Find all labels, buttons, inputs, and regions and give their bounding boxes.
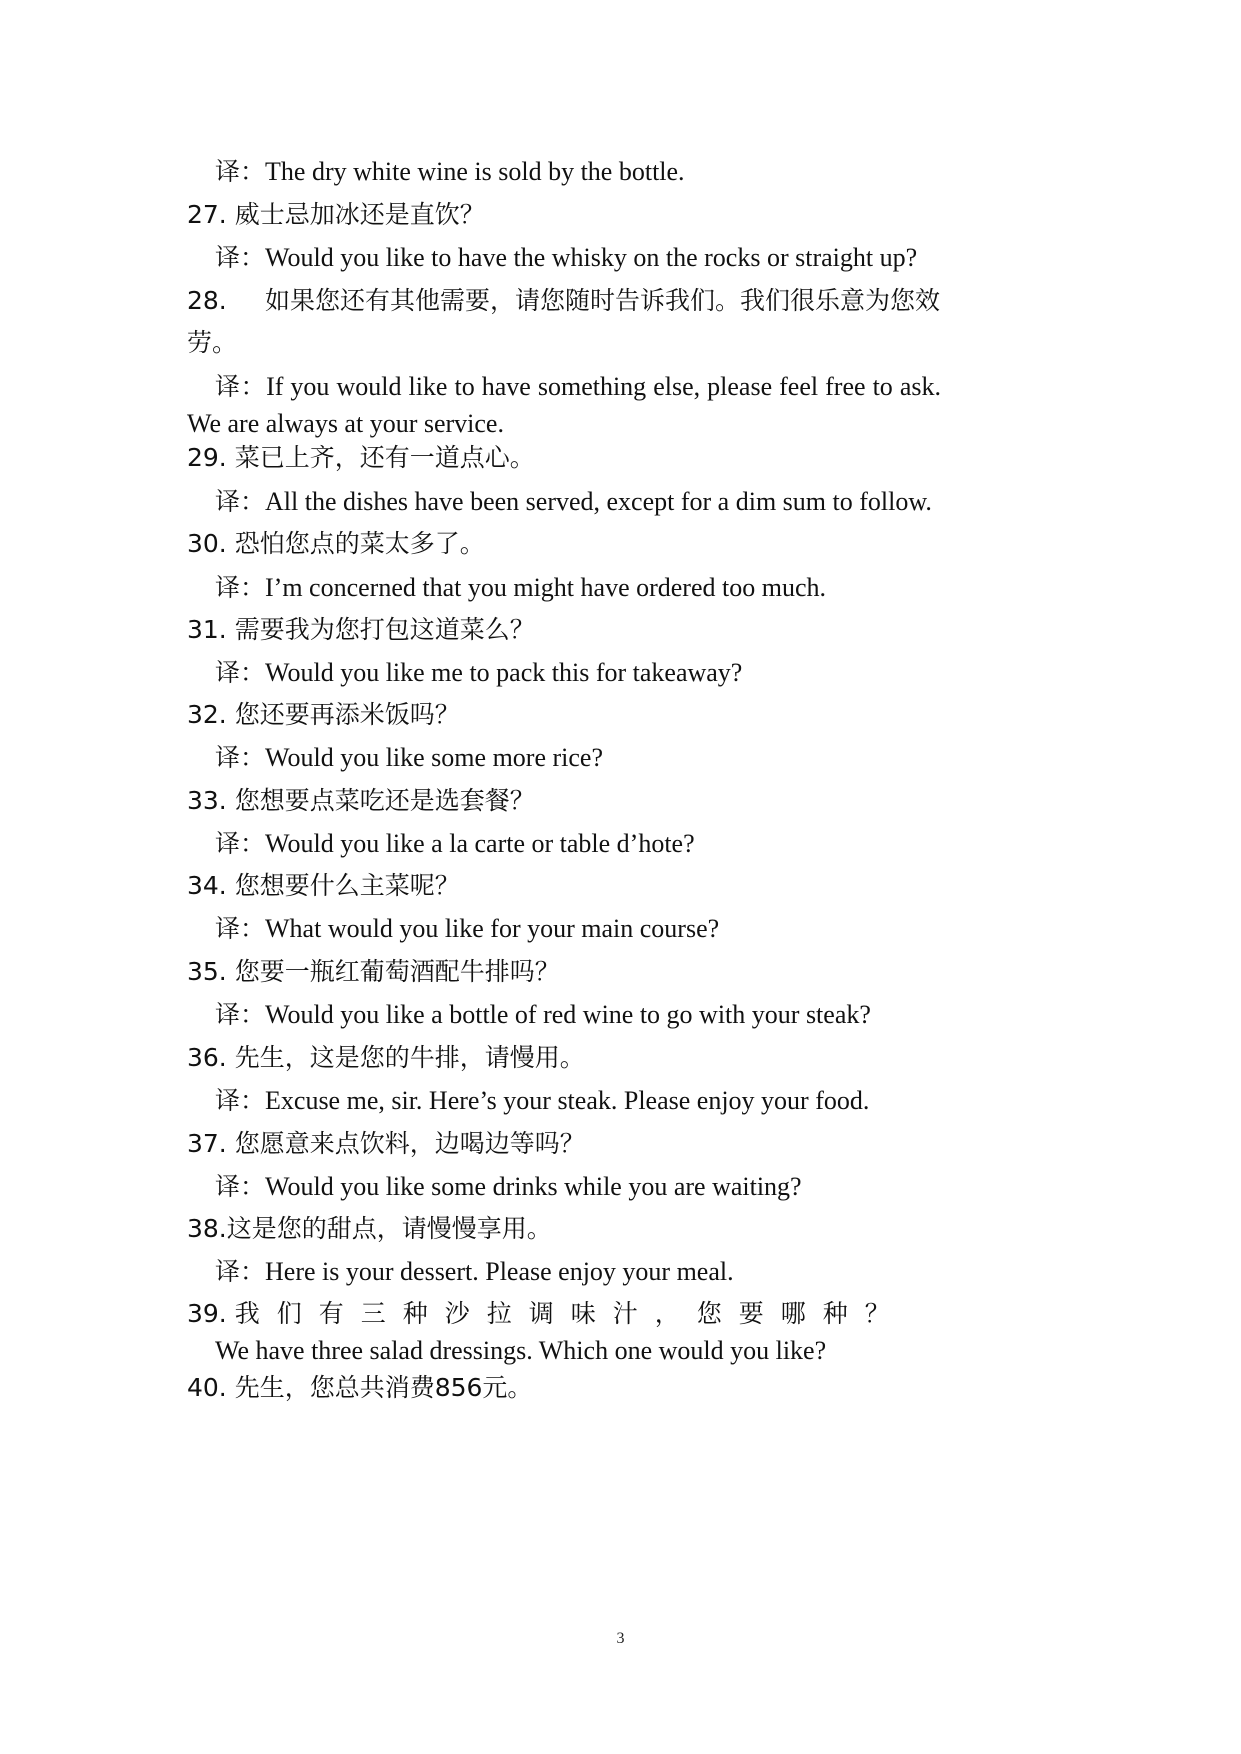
translation-label: 译：: [215, 243, 266, 272]
translation-line: [215, 912, 719, 946]
question-37: [187, 1127, 585, 1161]
question-28: [187, 284, 940, 318]
translation-line: [215, 241, 917, 275]
question-35: [187, 955, 560, 989]
translation-text: Here is your dessert. Please enjoy your meal.: [265, 1257, 734, 1286]
translation-line: [215, 155, 685, 189]
chinese-text: 您想要点菜吃还是选套餐？: [234, 786, 535, 815]
chinese-text: 您想要什么主菜呢？: [234, 871, 460, 900]
item-number: 37.: [187, 1129, 227, 1158]
translation-text: Would you like a la carte or table d’hote?: [265, 829, 695, 858]
question-34: [187, 869, 460, 903]
item-number: 32.: [187, 700, 227, 729]
translation-text: I’m concerned that you might have ordered too much.: [265, 573, 826, 602]
translation-line: [215, 370, 941, 404]
translation-text: All the dishes have been served, except for a dim sum to follow.: [265, 487, 932, 516]
translation-label: 译：: [215, 573, 266, 602]
translation-text: We are always at your service.: [187, 409, 504, 438]
question-27: [187, 198, 485, 232]
translation-line: [215, 656, 742, 690]
translation-text: The dry white wine is sold by the bottle.: [265, 157, 685, 186]
chinese-text: 恐怕您点的菜太多了。: [234, 529, 485, 558]
item-number: 34.: [187, 871, 227, 900]
chinese-text: 我们有三种沙拉调味汁，您要哪种？: [234, 1299, 907, 1328]
page-number: 3: [616, 1630, 625, 1647]
question-39: [187, 1297, 907, 1331]
translation-label: 译：: [215, 829, 266, 858]
translation-text: Would you like a bottle of red wine to go with your steak?: [265, 1000, 871, 1029]
translation-text: Would you like to have the whisky on the rocks or straight up?: [265, 243, 918, 272]
chinese-text: 这是您的甜点，请慢慢享用。: [226, 1214, 552, 1243]
question-38: [187, 1212, 552, 1246]
question-32: [187, 698, 460, 732]
item-number: 27.: [187, 200, 227, 229]
translation-label: 译：: [215, 1172, 266, 1201]
item-number: 31.: [187, 615, 227, 644]
translation-label: 译：: [215, 743, 266, 772]
translation-label: 译：: [215, 914, 266, 943]
chinese-text: 先生，您总共消费856元。: [234, 1373, 533, 1402]
question-33: [187, 784, 535, 818]
translation-line: [215, 1170, 802, 1204]
chinese-text: 先生，这是您的牛排，请慢用。: [234, 1043, 585, 1072]
translation-label: 译：: [215, 658, 266, 687]
translation-line: [215, 1255, 734, 1289]
translation-label: 译：: [215, 1000, 266, 1029]
translation-line: [215, 485, 932, 519]
translation-label: 译：: [215, 487, 266, 516]
question-40: [187, 1371, 532, 1405]
translation-line: [215, 571, 826, 605]
question-29: [187, 441, 535, 475]
translation-text: What would you like for your main course?: [265, 914, 720, 943]
chinese-text: 您要一瓶红葡萄酒配牛排吗？: [234, 957, 560, 986]
item-number: 28.: [187, 286, 227, 315]
item-number: 29.: [187, 443, 227, 472]
translation-label: 译：: [215, 157, 266, 186]
chinese-text: 您还要再添米饭吗？: [234, 700, 460, 729]
translation-line: [215, 1084, 869, 1118]
translation-label: 译：: [215, 1086, 266, 1115]
item-number: 38.: [187, 1214, 227, 1243]
translation-text: Would you like me to pack this for takeaway?: [265, 658, 743, 687]
item-number: 33.: [187, 786, 227, 815]
translation-line: [215, 741, 603, 775]
question-28-continued: [187, 326, 237, 360]
item-number: 35.: [187, 957, 227, 986]
translation-line: [215, 998, 871, 1032]
translation-line: [215, 1334, 826, 1368]
translation-text: Would you like some drinks while you are waiting?: [265, 1172, 802, 1201]
translation-text: If you would like to have something else, please feel free to ask.: [266, 372, 941, 401]
translation-line-continued: [187, 407, 504, 441]
chinese-text: 需要我为您打包这道菜么？: [234, 615, 535, 644]
chinese-text: 您愿意来点饮料，边喝边等吗？: [234, 1129, 585, 1158]
question-30: [187, 527, 485, 561]
item-number: 36.: [187, 1043, 227, 1072]
translation-line: [215, 827, 695, 861]
translation-text: Excuse me, sir. Here’s your steak. Please enjoy your food.: [265, 1086, 870, 1115]
translation-label: 译：: [215, 372, 267, 401]
chinese-text: 威士忌加冰还是直饮？: [234, 200, 485, 229]
item-number: 40.: [187, 1373, 227, 1402]
question-31: [187, 613, 535, 647]
translation-text: Would you like some more rice?: [265, 743, 603, 772]
chinese-text: 菜已上齐，还有一道点心。: [234, 443, 535, 472]
chinese-text: 如果您还有其他需要，请您随时告诉我们。我们很乐意为您效: [265, 286, 941, 315]
translation-text: We have three salad dressings. Which one would you like?: [215, 1336, 827, 1365]
item-number: 30.: [187, 529, 227, 558]
question-36: [187, 1041, 585, 1075]
item-number: 39.: [187, 1299, 227, 1328]
translation-label: 译：: [215, 1257, 266, 1286]
chinese-text: 劳。: [187, 328, 238, 357]
